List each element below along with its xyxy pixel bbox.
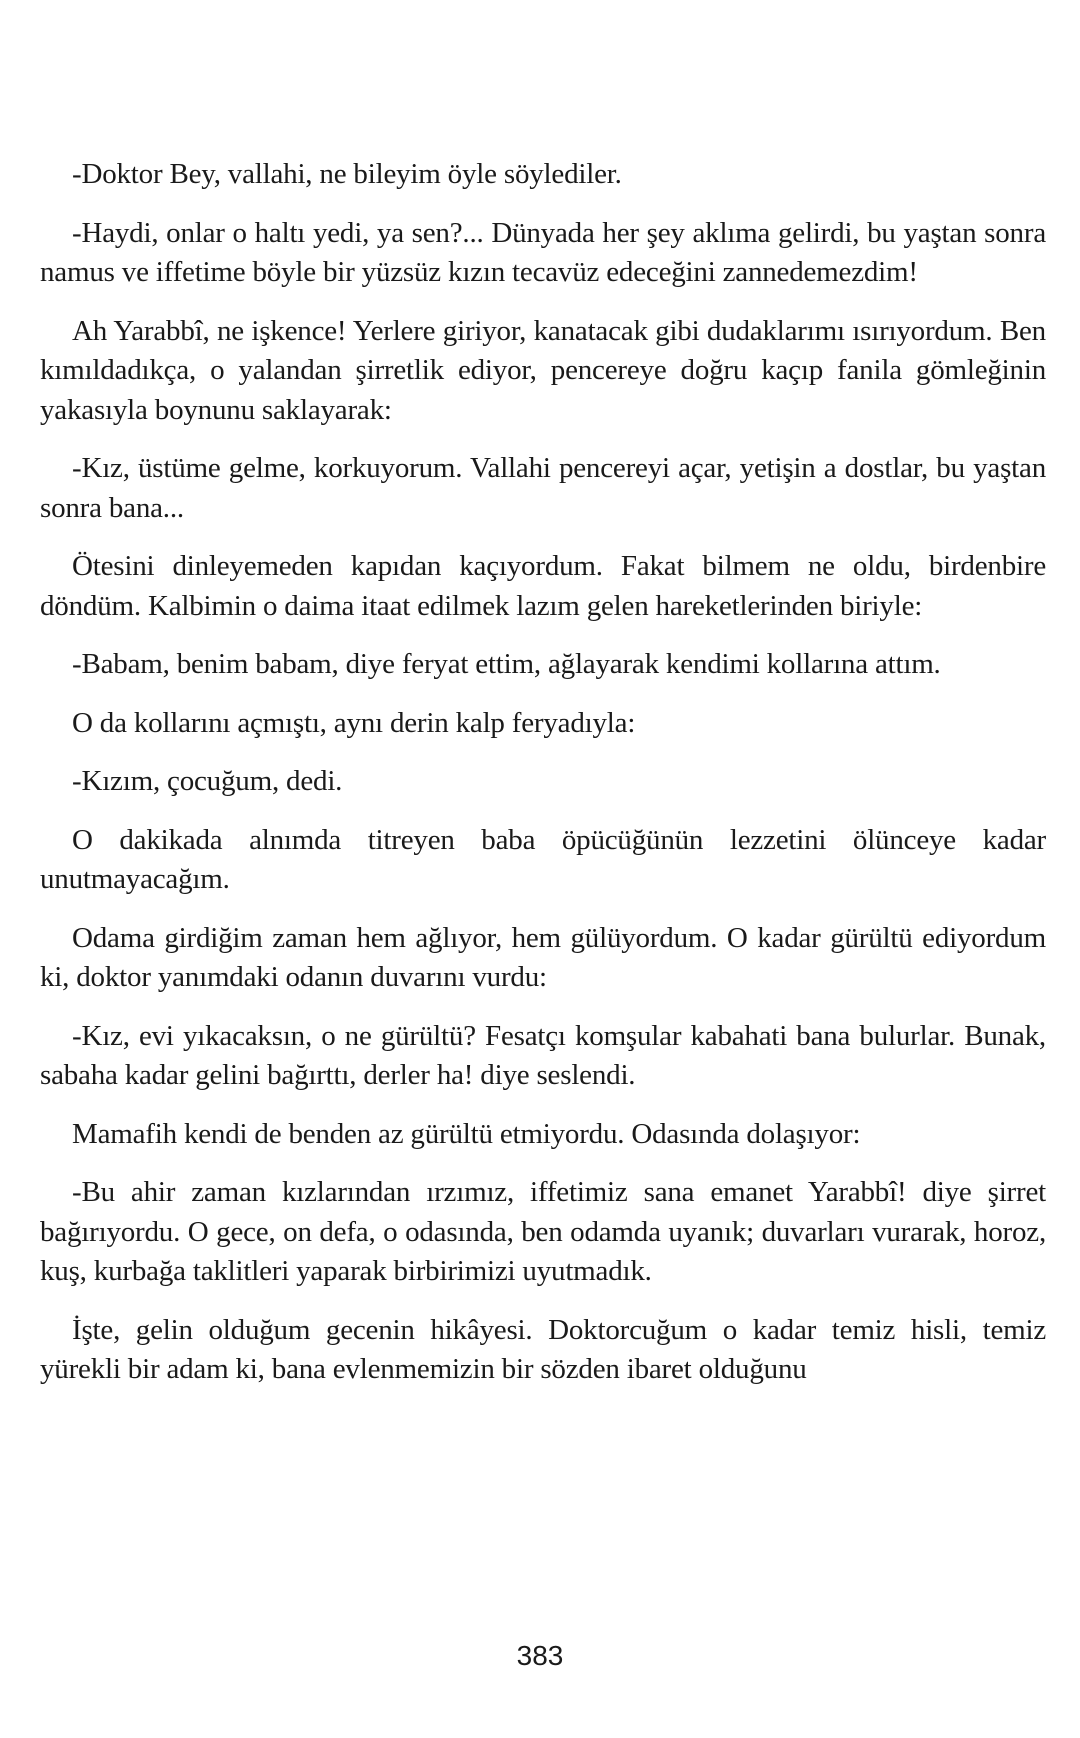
paragraph-4: -Kız, üstüme gelme, korkuyorum. Vallahi pencereyi açar, yetişin a dostlar, bu yaştan sonra bana... <box>40 452 1046 524</box>
paragraph-14: İşte, gelin olduğum gecenin hikâyesi. Doktorcuğum o kadar temiz hisli, temiz yürekli bir adam ki, bana evlenmemizin bir sözden ibaret olduğunu <box>40 1313 1046 1385</box>
paragraph-12: Mamafih kendi de benden az gürültü etmiyordu. Odasında dolaşıyor: <box>72 1117 861 1150</box>
paragraph-2: -Haydi, onlar o haltı yedi, ya sen?... Dünyada her şey aklıma gelirdi, bu yaştan sonra namus ve iffetime böyle bir yüzsüz kızın tecavüz edeceğini zannedemezdim! <box>40 216 1046 288</box>
paragraph-11: -Kız, evi yıkacaksın, o ne gürültü? Fesatçı komşular kabahati bana bulurlar. Bunak, sabaha kadar gelini bağırttı, derler ha! diye seslendi. <box>40 1019 1046 1091</box>
paragraph-7: O da kollarını açmıştı, aynı derin kalp feryadıyla: <box>72 706 636 739</box>
paragraph-6: -Babam, benim babam, diye feryat ettim, ağlayarak kendimi kollarına attım. <box>72 648 941 680</box>
paragraph-5: Ötesini dinleyemeden kapıdan kaçıyordum. Fakat bilmem ne oldu, birdenbire döndüm. Kalbimin o daima itaat edilmek lazım gelen hareketlerinden biriyle: <box>40 550 1046 622</box>
paragraph-8: -Kızım, çocuğum, dedi. <box>72 765 343 797</box>
paragraph-10: Odama girdiğim zaman hem ağlıyor, hem gülüyordum. O kadar gürültü ediyordum ki, doktor yanımdaki odanın duvarını vurdu: <box>40 921 1046 993</box>
paragraph-1: -Doktor Bey, vallahi, ne bileyim öyle söylediler. <box>72 158 622 190</box>
paragraph-9: O dakikada alnımda titreyen baba öpücüğünün lezzetini ölünceye kadar unutmayacağım. <box>40 823 1046 895</box>
paragraph-3: Ah Yarabbî, ne işkence! Yerlere giriyor, kanatacak gibi dudaklarımı ısırıyordum. Ben kımıldadıkça, o yalandan şirretlik ediyor, pencereye doğru kaçıp fanila gömleğinin yakasıyla boynunu saklayarak: <box>40 314 1046 426</box>
page-number: 383 <box>516 1640 564 1671</box>
body-text <box>40 155 1046 1409</box>
paragraph-13: -Bu ahir zaman kızlarından ırzımız, iffetimiz sana emanet Yarabbî! diye şirret bağırıyordu. O gece, on defa, o odasında, ben odamda uyanık; duvarları vurarak, horoz, kuş, kurbağa taklitleri yaparak birbirimizi uyutmadık. <box>40 1176 1046 1287</box>
